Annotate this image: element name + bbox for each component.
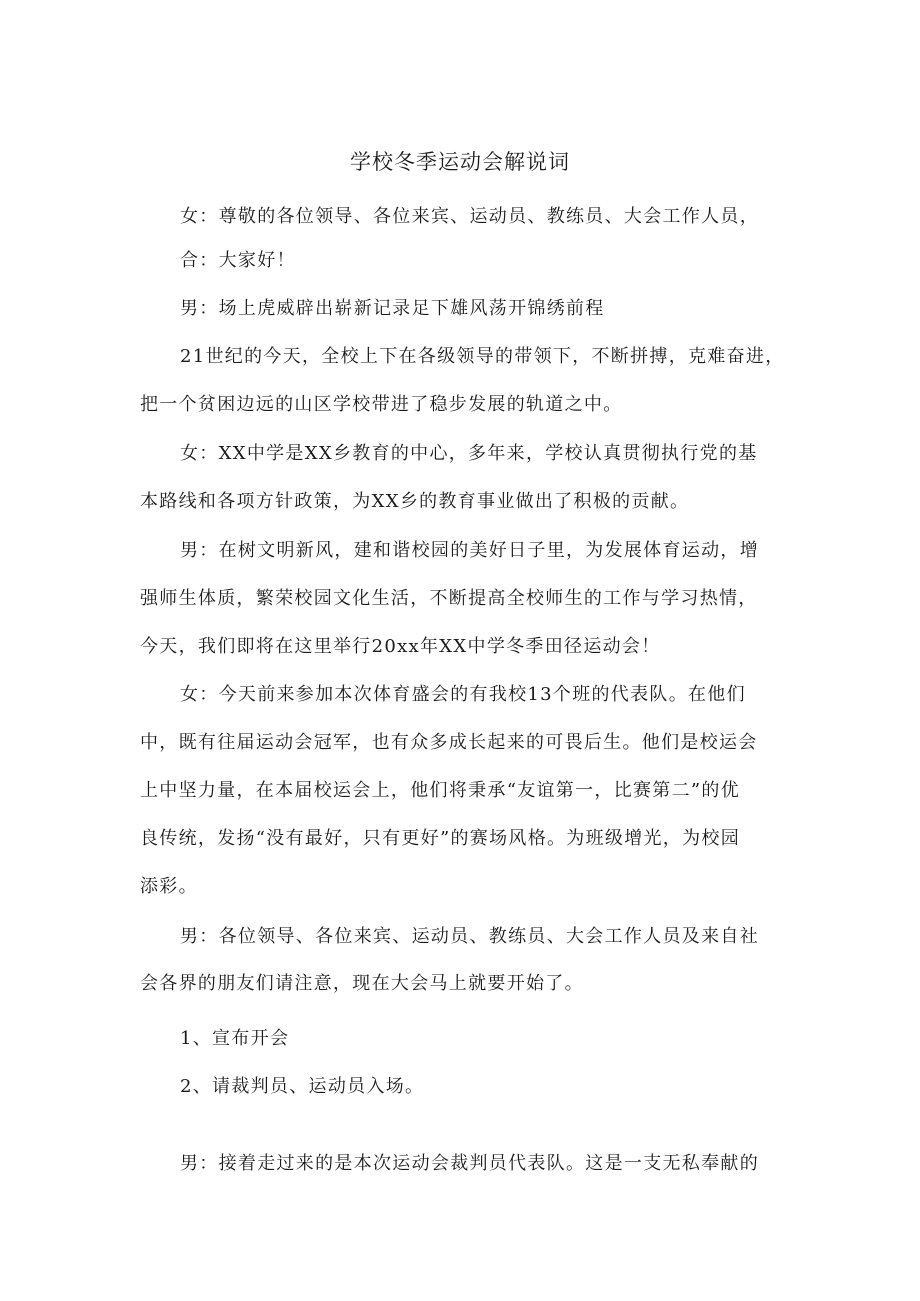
- list-item: 2、请裁判员、运动员入场。: [180, 1076, 425, 1097]
- text-line: 本路线和各项方针政策，为XX乡的教育事业做出了积极的贡献。: [140, 491, 690, 512]
- text-line: 21世纪的今天，全校上下在各级领导的带领下，不断拼搏，克难奋进，: [180, 346, 785, 367]
- text-line: 把一个贫困边远的山区学校带进了稳步发展的轨道之中。: [140, 394, 623, 415]
- text-line: 女：XX中学是XX乡教育的中心，多年来，学校认真贯彻执行党的基: [180, 443, 758, 464]
- text-line: 男：场上虎威辟出崭新记录足下雄风荡开锦绣前程: [180, 298, 605, 319]
- list-item: 1、宣布开会: [180, 1028, 290, 1049]
- text-line: 良传统，发扬“没有最好，只有更好”的赛场风格。为班级增光，为校园: [140, 828, 741, 849]
- text-line: 强师生体质，繁荣校园文化生活，不断提高全校师生的工作与学习热情，: [140, 588, 758, 609]
- text-line: 中，既有往届运动会冠军，也有众多成长起来的可畏后生。他们是校运会: [140, 732, 758, 753]
- text-line: 男：接着走过来的是本次运动会裁判员代表队。这是一支无私奉献的: [180, 1153, 759, 1174]
- text-line: 男：在树文明新风，建和谐校园的美好日子里，为发展体育运动，增: [180, 540, 759, 561]
- text-line: 上中坚力量，在本届校运会上，他们将秉承“友谊第一，比赛第二”的优: [140, 780, 741, 801]
- text-line: 男：各位领导、各位来宾、运动员、教练员、大会工作人员及来自社: [180, 926, 759, 947]
- text-line: 今天，我们即将在这里举行20xx年XX中学冬季田径运动会！: [140, 636, 661, 657]
- text-line: 会各界的朋友们请注意，现在大会马上就要开始了。: [140, 973, 584, 994]
- text-line: 女：尊敬的各位领导、各位来宾、运动员、教练员、大会工作人员，: [180, 206, 759, 227]
- text-line: 女：今天前来参加本次体育盛会的有我校13个班的代表队。在他们: [180, 684, 746, 705]
- document-title: 学校冬季运动会解说词: [350, 150, 570, 174]
- text-line: 合：大家好！: [180, 250, 296, 271]
- text-line: 添彩。: [140, 876, 198, 897]
